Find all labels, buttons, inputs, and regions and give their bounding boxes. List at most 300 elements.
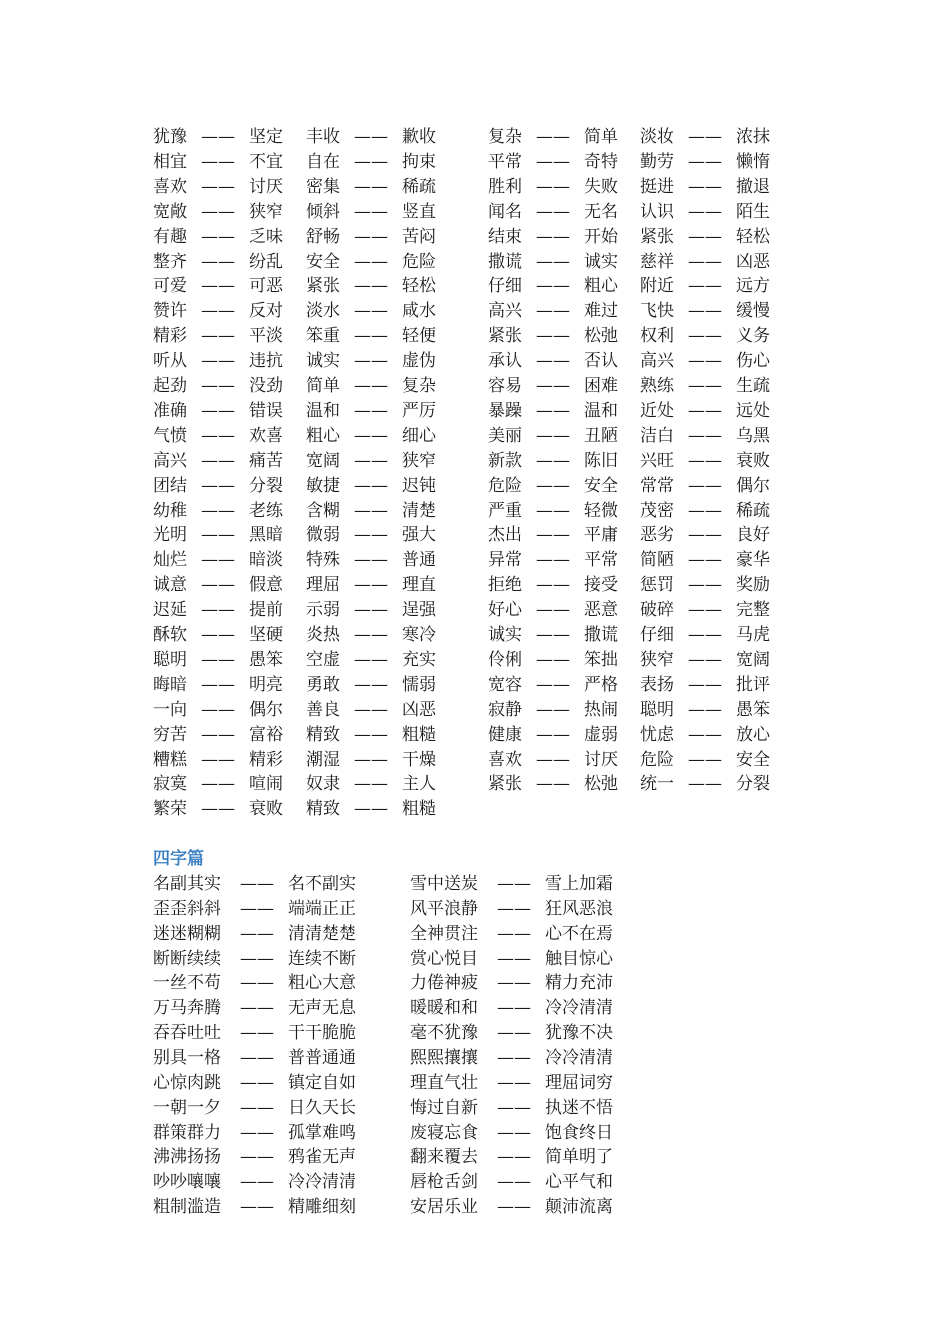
antonym-word: 粗心 xyxy=(584,276,618,297)
antonym-word: 冷冷清清 xyxy=(288,1172,356,1193)
antonym-pair xyxy=(640,200,790,225)
antonym-pair xyxy=(410,1096,650,1121)
dash-separator: —— xyxy=(354,724,388,745)
antonym-pair xyxy=(410,1195,650,1220)
antonym-word: 良好 xyxy=(736,525,770,546)
antonym-pair xyxy=(306,150,456,175)
word: 好心 xyxy=(488,600,522,621)
dash-separator: —— xyxy=(201,625,235,645)
dash-separator: —— xyxy=(688,625,722,645)
word: 起劲 xyxy=(153,376,187,396)
dash-separator: —— xyxy=(201,799,235,820)
dash-separator: —— xyxy=(354,425,388,446)
dash-separator: —— xyxy=(497,973,531,994)
dash-separator: —— xyxy=(688,475,722,496)
antonym-word: 干干脆脆 xyxy=(288,1023,356,1044)
antonym-pair xyxy=(488,772,638,797)
word: 认识 xyxy=(640,201,674,222)
antonym-word: 黑暗 xyxy=(249,525,283,546)
dash-separator: —— xyxy=(536,724,570,745)
word: 容易 xyxy=(488,376,522,396)
dash-separator: —— xyxy=(497,898,531,919)
antonym-word: 日久天长 xyxy=(288,1097,356,1118)
antonym-word: 陌生 xyxy=(736,201,770,222)
antonym-word: 懒惰 xyxy=(736,151,770,172)
word: 灿烂 xyxy=(153,550,187,571)
dash-separator: —— xyxy=(354,774,388,795)
antonym-word: 迟钝 xyxy=(402,475,436,496)
antonym-pair xyxy=(488,449,638,474)
dash-separator: —— xyxy=(354,649,388,670)
antonym-word: 触目惊心 xyxy=(545,948,613,969)
dash-separator: —— xyxy=(201,699,235,720)
word: 仔细 xyxy=(640,625,674,645)
dash-separator: —— xyxy=(688,400,722,421)
antonym-word: 暗淡 xyxy=(249,550,283,571)
antonym-word: 干燥 xyxy=(402,749,436,770)
antonym-word: 心不在焉 xyxy=(545,923,613,944)
word: 善良 xyxy=(306,699,340,720)
word: 兴旺 xyxy=(640,450,674,471)
antonym-pair xyxy=(640,648,790,673)
dash-separator: —— xyxy=(201,301,235,322)
dash-separator: —— xyxy=(201,550,235,571)
dash-separator: —— xyxy=(354,799,388,820)
word: 宽敞 xyxy=(153,201,187,222)
antonym-pair xyxy=(488,150,638,175)
word: 倾斜 xyxy=(306,201,340,222)
antonym-pair xyxy=(640,399,790,424)
antonym-pair xyxy=(410,1046,650,1071)
antonym-word: 粗糙 xyxy=(402,799,436,820)
dash-separator: —— xyxy=(201,376,235,396)
word: 幼稚 xyxy=(153,500,187,521)
antonym-word: 松弛 xyxy=(584,326,618,347)
dash-separator: —— xyxy=(497,1122,531,1143)
antonym-pair xyxy=(153,598,303,623)
word: 翻来覆去 xyxy=(410,1147,478,1168)
antonym-word: 撒谎 xyxy=(584,625,618,645)
antonym-pair xyxy=(488,399,638,424)
antonym-pair xyxy=(306,723,456,748)
dash-separator: —— xyxy=(536,176,570,197)
antonym-pair xyxy=(153,548,303,573)
antonym-pair xyxy=(306,499,456,524)
antonym-word: 精雕细刻 xyxy=(288,1197,356,1218)
antonym-word: 愚笨 xyxy=(736,699,770,720)
antonym-word: 明亮 xyxy=(249,674,283,695)
word: 废寝忘食 xyxy=(410,1122,478,1143)
antonym-pair xyxy=(306,175,456,200)
antonym-word: 狂风恶浪 xyxy=(545,898,613,919)
word: 光明 xyxy=(153,525,187,546)
antonym-pair xyxy=(640,573,790,598)
dash-separator: —— xyxy=(354,400,388,421)
dash-separator: —— xyxy=(354,226,388,247)
antonym-word: 温和 xyxy=(584,400,618,421)
antonym-pair xyxy=(153,673,303,698)
word: 仔细 xyxy=(488,276,522,297)
word: 淡水 xyxy=(306,301,340,322)
word: 相宜 xyxy=(153,151,187,172)
antonym-word: 轻松 xyxy=(736,226,770,247)
word: 挺进 xyxy=(640,176,674,197)
antonym-pair xyxy=(640,274,790,299)
antonym-word: 反对 xyxy=(249,301,283,322)
word: 示弱 xyxy=(306,600,340,621)
dash-separator: —— xyxy=(497,923,531,944)
word: 宽容 xyxy=(488,674,522,695)
word: 万马奔腾 xyxy=(153,998,221,1019)
antonym-pair xyxy=(488,698,638,723)
word: 群策群力 xyxy=(153,1122,221,1143)
antonym-word: 错误 xyxy=(249,400,283,421)
word: 含糊 xyxy=(306,500,340,521)
dash-separator: —— xyxy=(240,898,274,919)
word: 粗制滥造 xyxy=(153,1197,221,1218)
antonym-pair xyxy=(153,648,303,673)
word: 安居乐业 xyxy=(410,1197,478,1218)
antonym-pair xyxy=(153,349,303,374)
dash-separator: —— xyxy=(688,575,722,596)
antonym-word: 凶恶 xyxy=(402,699,436,720)
dash-separator: —— xyxy=(688,450,722,471)
antonym-pair xyxy=(640,623,790,648)
word: 美丽 xyxy=(488,425,522,446)
dash-separator: —— xyxy=(536,376,570,396)
antonym-pair xyxy=(153,996,393,1021)
antonym-pair xyxy=(306,424,456,449)
dash-separator: —— xyxy=(240,973,274,994)
dash-separator: —— xyxy=(497,1047,531,1068)
antonym-word: 普通 xyxy=(402,550,436,571)
dash-separator: —— xyxy=(536,400,570,421)
dash-separator: —— xyxy=(536,351,570,372)
word: 常常 xyxy=(640,475,674,496)
dash-separator: —— xyxy=(536,625,570,645)
antonym-pair xyxy=(306,374,456,399)
antonym-pair xyxy=(306,548,456,573)
dash-separator: —— xyxy=(536,550,570,571)
antonym-pair xyxy=(488,598,638,623)
antonym-word: 纷乱 xyxy=(249,251,283,272)
dash-separator: —— xyxy=(688,226,722,247)
dash-separator: —— xyxy=(688,674,722,695)
antonym-pair xyxy=(153,1121,393,1146)
word: 准确 xyxy=(153,400,187,421)
dash-separator: —— xyxy=(688,550,722,571)
word: 危险 xyxy=(640,749,674,770)
antonym-pair xyxy=(640,598,790,623)
antonym-word: 撤退 xyxy=(736,176,770,197)
dash-separator: —— xyxy=(536,649,570,670)
word: 附近 xyxy=(640,276,674,297)
antonym-word: 开始 xyxy=(584,226,618,247)
word: 近处 xyxy=(640,400,674,421)
antonym-word: 冷冷清清 xyxy=(545,998,613,1019)
dash-separator: —— xyxy=(536,450,570,471)
antonym-word: 假意 xyxy=(249,575,283,596)
dash-separator: —— xyxy=(240,948,274,969)
antonym-pair xyxy=(640,474,790,499)
dash-separator: —— xyxy=(688,525,722,546)
antonym-pair xyxy=(640,324,790,349)
word: 承认 xyxy=(488,351,522,372)
dash-separator: —— xyxy=(240,1047,274,1068)
dash-separator: —— xyxy=(497,948,531,969)
antonym-pair xyxy=(153,150,303,175)
dash-separator: —— xyxy=(688,425,722,446)
dash-separator: —— xyxy=(536,151,570,172)
antonym-word: 稀疏 xyxy=(402,176,436,197)
antonym-word: 清楚 xyxy=(402,500,436,521)
word: 听从 xyxy=(153,351,187,372)
antonym-word: 犹豫不决 xyxy=(545,1023,613,1044)
antonym-word: 富裕 xyxy=(249,724,283,745)
antonym-pair xyxy=(306,772,456,797)
antonym-pair xyxy=(488,374,638,399)
dash-separator: —— xyxy=(688,500,722,521)
word: 糟糕 xyxy=(153,749,187,770)
antonym-pair xyxy=(488,573,638,598)
word: 心惊肉跳 xyxy=(153,1072,221,1093)
antonym-word: 宽阔 xyxy=(736,649,770,670)
antonym-pair xyxy=(488,324,638,349)
antonym-word: 狭窄 xyxy=(402,450,436,471)
dash-separator: —— xyxy=(536,425,570,446)
antonym-pair xyxy=(640,523,790,548)
antonym-pair xyxy=(410,922,650,947)
word: 简单 xyxy=(306,376,340,396)
antonym-word: 无名 xyxy=(584,201,618,222)
antonym-word: 平庸 xyxy=(584,525,618,546)
dash-separator: —— xyxy=(497,874,531,894)
word: 悔过自新 xyxy=(410,1097,478,1118)
dash-separator: —— xyxy=(201,127,235,147)
antonym-word: 危险 xyxy=(402,251,436,272)
word: 淡妆 xyxy=(640,127,674,147)
word: 胜利 xyxy=(488,176,522,197)
antonym-word: 松弛 xyxy=(584,774,618,795)
antonym-word: 豪华 xyxy=(736,550,770,571)
antonym-pair xyxy=(153,175,303,200)
antonym-pair xyxy=(153,1096,393,1121)
word: 惩罚 xyxy=(640,575,674,596)
word: 吞吞吐吐 xyxy=(153,1023,221,1044)
word: 紧张 xyxy=(306,276,340,297)
dash-separator: —— xyxy=(240,1023,274,1044)
antonym-word: 痛苦 xyxy=(249,450,283,471)
antonym-pair xyxy=(153,225,303,250)
antonym-word: 难过 xyxy=(584,301,618,322)
word: 特殊 xyxy=(306,550,340,571)
word: 歪歪斜斜 xyxy=(153,898,221,919)
antonym-word: 可恶 xyxy=(249,276,283,297)
antonym-pair xyxy=(488,250,638,275)
word: 雪中送炭 xyxy=(410,874,478,894)
word: 高兴 xyxy=(640,351,674,372)
antonym-word: 远处 xyxy=(736,400,770,421)
word: 洁白 xyxy=(640,425,674,446)
word: 赞许 xyxy=(153,301,187,322)
antonym-pair xyxy=(410,947,650,972)
antonym-word: 恶意 xyxy=(584,600,618,621)
antonym-word: 粗糙 xyxy=(402,724,436,745)
dash-separator: —— xyxy=(354,625,388,645)
word: 空虚 xyxy=(306,649,340,670)
antonym-pair xyxy=(306,474,456,499)
dash-separator: —— xyxy=(497,1197,531,1218)
dash-separator: —— xyxy=(354,151,388,172)
antonym-word: 无声无息 xyxy=(288,998,356,1019)
antonym-word: 普普通通 xyxy=(288,1047,356,1068)
word: 紧张 xyxy=(488,326,522,347)
antonym-word: 奇特 xyxy=(584,151,618,172)
antonym-pair xyxy=(488,225,638,250)
antonym-word: 充实 xyxy=(402,649,436,670)
antonym-pair xyxy=(640,548,790,573)
antonym-pair xyxy=(640,299,790,324)
antonym-pair xyxy=(306,573,456,598)
antonym-word: 简单 xyxy=(584,127,618,147)
word: 精致 xyxy=(306,799,340,820)
dash-separator: —— xyxy=(688,699,722,720)
dash-separator: —— xyxy=(201,226,235,247)
antonym-pair xyxy=(153,772,303,797)
antonym-pair xyxy=(640,225,790,250)
word: 潮湿 xyxy=(306,749,340,770)
antonym-word: 心平气和 xyxy=(545,1172,613,1193)
word: 熙熙攘攘 xyxy=(410,1047,478,1068)
antonym-word: 执迷不悟 xyxy=(545,1097,613,1118)
antonym-word: 饱食终日 xyxy=(545,1122,613,1143)
antonym-pair xyxy=(153,299,303,324)
antonym-word: 欢喜 xyxy=(249,425,283,446)
antonym-word: 陈旧 xyxy=(584,450,618,471)
antonym-word: 雪上加霜 xyxy=(545,874,613,894)
antonym-pair xyxy=(640,349,790,374)
word: 破碎 xyxy=(640,600,674,621)
antonym-pair xyxy=(153,399,303,424)
antonym-word: 凶恶 xyxy=(736,251,770,272)
antonym-word: 强大 xyxy=(402,525,436,546)
antonym-word: 分裂 xyxy=(249,475,283,496)
dash-separator: —— xyxy=(201,425,235,446)
antonym-word: 名不副实 xyxy=(288,874,356,894)
word: 力倦神疲 xyxy=(410,973,478,994)
dash-separator: —— xyxy=(688,276,722,297)
antonym-word: 冷冷清清 xyxy=(545,1047,613,1068)
dash-separator: —— xyxy=(201,326,235,347)
word: 晦暗 xyxy=(153,674,187,695)
word: 表扬 xyxy=(640,674,674,695)
dash-separator: —— xyxy=(688,351,722,372)
antonym-word: 缓慢 xyxy=(736,301,770,322)
dash-separator: —— xyxy=(688,176,722,197)
word: 忧虑 xyxy=(640,724,674,745)
dash-separator: —— xyxy=(354,326,388,347)
antonym-pair xyxy=(640,175,790,200)
word: 毫不犹豫 xyxy=(410,1023,478,1044)
dash-separator: —— xyxy=(201,276,235,297)
antonym-pair xyxy=(306,673,456,698)
word: 闻名 xyxy=(488,201,522,222)
word: 暴躁 xyxy=(488,400,522,421)
word: 诚意 xyxy=(153,575,187,596)
word: 新款 xyxy=(488,450,522,471)
word: 严重 xyxy=(488,500,522,521)
dash-separator: —— xyxy=(354,500,388,521)
dash-separator: —— xyxy=(688,301,722,322)
word: 伶俐 xyxy=(488,649,522,670)
word: 精致 xyxy=(306,724,340,745)
dash-separator: —— xyxy=(354,351,388,372)
antonym-pair xyxy=(306,250,456,275)
antonym-word: 苦闷 xyxy=(402,226,436,247)
dash-separator: —— xyxy=(354,251,388,272)
antonym-pair xyxy=(410,1071,650,1096)
antonym-pair xyxy=(640,772,790,797)
antonym-pair xyxy=(306,274,456,299)
antonym-pair xyxy=(153,922,393,947)
dash-separator: —— xyxy=(536,575,570,596)
antonym-word: 提前 xyxy=(249,600,283,621)
word: 勤劳 xyxy=(640,151,674,172)
word: 茂密 xyxy=(640,500,674,521)
word: 丰收 xyxy=(306,127,340,147)
antonym-pair xyxy=(306,748,456,773)
antonym-pair xyxy=(640,748,790,773)
antonym-pair xyxy=(306,698,456,723)
dash-separator: —— xyxy=(688,376,722,396)
dash-separator: —— xyxy=(240,874,274,894)
word: 一向 xyxy=(153,699,187,720)
dash-separator: —— xyxy=(536,326,570,347)
dash-separator: —— xyxy=(536,475,570,496)
word: 高兴 xyxy=(153,450,187,471)
antonym-pair xyxy=(640,723,790,748)
word: 暖暖和和 xyxy=(410,998,478,1019)
antonym-word: 寒冷 xyxy=(402,625,436,645)
antonym-word: 轻松 xyxy=(402,276,436,297)
antonym-word: 平淡 xyxy=(249,326,283,347)
dash-separator: —— xyxy=(536,674,570,695)
antonym-word: 生疏 xyxy=(736,376,770,396)
antonym-pair xyxy=(153,723,303,748)
word: 唇枪舌剑 xyxy=(410,1172,478,1193)
dash-separator: —— xyxy=(497,1072,531,1093)
word: 一丝不苟 xyxy=(153,973,221,994)
word: 勇敢 xyxy=(306,674,340,695)
antonym-word: 接受 xyxy=(584,575,618,596)
word: 全神贯注 xyxy=(410,923,478,944)
antonym-pair xyxy=(153,897,393,922)
antonym-word: 衰败 xyxy=(736,450,770,471)
dash-separator: —— xyxy=(201,151,235,172)
antonym-pair xyxy=(153,1046,393,1071)
antonym-word: 热闹 xyxy=(584,699,618,720)
antonym-pair xyxy=(153,250,303,275)
antonym-pair xyxy=(488,623,638,648)
antonym-word: 粗心大意 xyxy=(288,973,356,994)
antonym-word: 不宜 xyxy=(249,151,283,172)
dash-separator: —— xyxy=(688,749,722,770)
dash-separator: —— xyxy=(536,600,570,621)
antonym-pair xyxy=(153,872,393,897)
word: 统一 xyxy=(640,774,674,795)
antonym-pair xyxy=(153,449,303,474)
dash-separator: —— xyxy=(201,649,235,670)
